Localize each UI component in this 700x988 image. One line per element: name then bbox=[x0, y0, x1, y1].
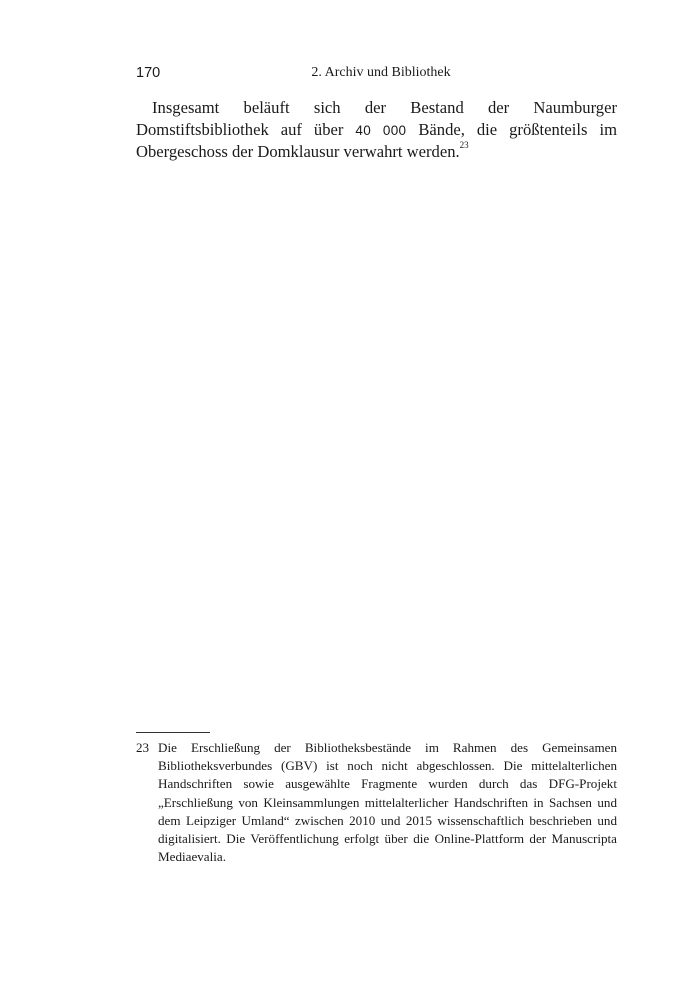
footnote-number: 23 bbox=[136, 740, 150, 755]
footnote bbox=[136, 739, 617, 866]
footnote-reference[interactable]: 23 bbox=[459, 140, 469, 151]
paragraph-text-start: Insgesamt beläuft sich der Bestand der Naumburger Domstiftsbibliothek auf über bbox=[136, 98, 617, 139]
paragraph-text-end: Bände, die größtenteils im Obergeschoss der Domklausur verwahrt werden. bbox=[136, 119, 617, 161]
body-paragraph bbox=[136, 97, 617, 163]
page-number: 170 bbox=[136, 65, 161, 81]
running-title: 2. Archiv und Bibliothek bbox=[311, 65, 451, 80]
running-head bbox=[136, 62, 616, 84]
footnote-text: Die Erschließung der Bibliotheksbestände im Rahmen des Gemeinsamen Bibliotheksverbundes (GBV) ist noch nicht abgeschlossen. Die mittelalterlichen Handschriften sowie ausgewählte Fragmente wurden durch das DFG-Projekt „Erschließung von Kleinsammlungen mittelalterlicher Handschriften in Sachsen und dem Leipziger Umland“ zwischen 2010 und 2015 wissenschaftlich beschrieben und digitalisiert. Die Veröffentlichung erfolgt über die Online-Plattform der Manuscripta Mediaevalia. bbox=[158, 740, 617, 865]
volume-count: 40 000 bbox=[355, 122, 407, 138]
footnote-divider bbox=[136, 732, 210, 733]
